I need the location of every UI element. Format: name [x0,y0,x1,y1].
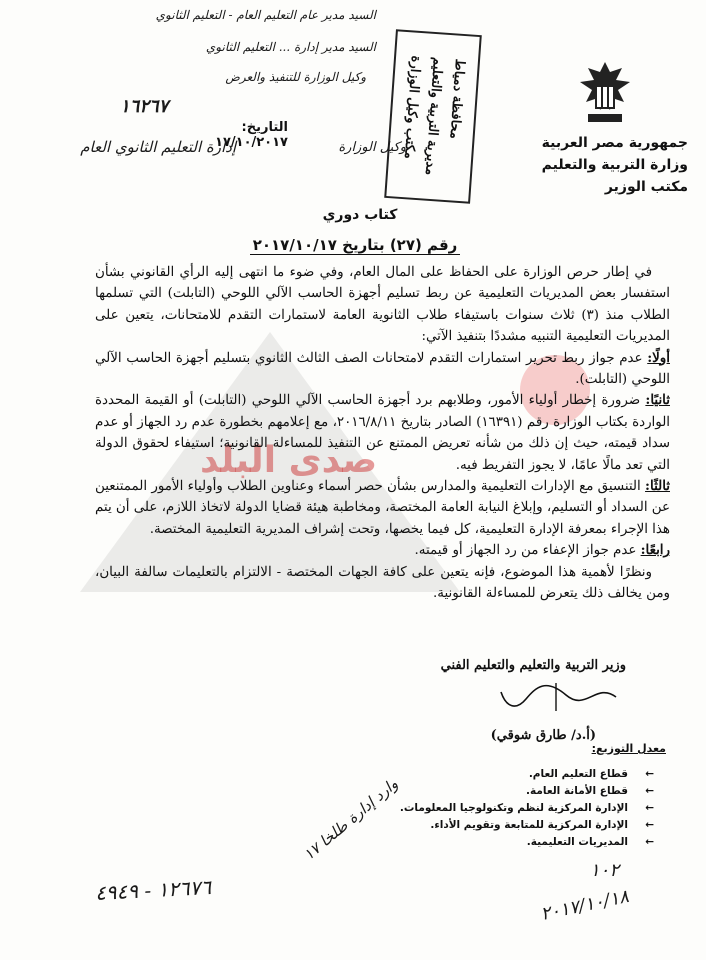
closing-paragraph: ونظرًا لأهمية هذا الموضوع، فإنه يتعين على كافة الجهات المختصة - الالتزام بالتعليمات سالفة البيان، ومن يخالف ذلك يتعرض للمساءلة القانونية. [95,564,670,602]
body-item: ثانيًا: ضرورة إخطار أولياء الأمور، وطلابهم برد أجهزة الحاسب الآلي اللوحي (التابلت) أو القيمة المحددة الواردة بكتاب الوزارة رقم (١٦٣٩١) الصادر بتاريخ ٢٠١٦/٨/١١، مع إعلامهم بخطورة عدم رد الجهاز أو عدم سداد قيمته، حيث إن ذلك من شأنه تعريض الممتنع عن التنفيذ للمساءلة القانونية؛ استيفاء لحقوق الدولة التي تعد مالًا عامًا، لا يجوز التفريط فيه. [95,392,670,473]
list-item: ← المديريات التعليمية. [336,834,666,851]
list-item: ← الإدارة المركزية للمتابعة وتقويم الأداء. [336,817,666,834]
signatory-name: (أ.د/ طارق شوقي) [490,728,596,743]
handwritten-ref-number: ١٦٢٦٧ [120,96,169,117]
handwritten-note: وكيل الوزارة للتنفيذ والعرض [225,70,366,84]
list-item: ← قطاع الأمانة العامة. [336,783,666,800]
stamp-line: مكتب وكيل الوزارة [400,55,424,160]
stamp-line: مديرية التربية والتعليم [421,56,446,177]
handwritten-number: ١٢٦٧٦ - ٤٩٤٩ [94,874,212,906]
watermark-text: صدى البلد [200,440,378,481]
ministry-line: مكتب الوزير [604,179,688,195]
handwritten-number: ١٠٢ [590,860,620,881]
date-label: التاريخ: ١٧/١٠/٢٠١٧ [215,120,288,150]
body-item: أولًا: عدم جواز ربط تحرير استمارات التقدم لامتحانات الصف الثالث الثانوي بتسليم أجهزة الحاسب الآلي اللوحي (التابلت). [95,349,670,388]
handwritten-note: وكيل الوزارة [338,140,406,155]
body-item: ثالثًا: التنسيق مع الإدارات التعليمية والمدارس بشأن حصر أسماء وعناوين الطلاب وأولياء الأمور الممتنعين عن السداد أو التسليم، وإبلاغ النيابة العامة المختصة، ومخاطبة هيئة قضايا الدولة لاتخاذ اللازم، على أن يتم هذا الإجراء بمعرفة الإدارة التعليمية، كل فيما يخصها، وتحت إشراف المديرية التعليمية المختصة. [95,478,670,537]
eagle-emblem-icon [574,58,636,130]
receipt-stamp [384,29,482,204]
signatory-title: وزير التربية والتعليم والتعليم الفني [440,658,626,673]
body-item: رابعًا: عدم جواز الإعفاء من رد الجهاز أو قيمته. [414,542,670,559]
handwritten-note: إدارة التعليم الثانوي العام [80,138,236,156]
distribution-title: معدل التوزيع: [591,742,666,755]
document-body [95,262,670,605]
document-title: كتاب دوري [322,207,398,223]
list-item: ← قطاع التعليم العام. [336,766,666,783]
handwritten-note: السيد مدير إدارة ... التعليم الثانوي [205,40,376,54]
stamp-line: محافظة دمياط [446,58,468,140]
handwritten-date: ٢٠١٧/١٠/١٨ [538,885,631,926]
document-subtitle: رقم (٢٧) بتاريخ ٢٠١٧/١٠/١٧ [250,236,460,255]
body-paragraph: في إطار حرص الوزارة على الحفاظ على المال العام، وفي ضوء ما انتهى إليه الرأي القانوني بشأن استفسار بعض المديريات التعليمية عن ربط تسليم أجهزة الحاسب الآلي اللوحي (التابلت) التي تسلمها الطلاب منذ (٣) ثلاث سنوات باستيفاء طلاب الثانوية العامة لاستمارات التقدم للامتحانات، يتعين على المديريات التعليمية التنبيه مشددًا بتنفيذ الآتي: [95,265,670,345]
signature-block [346,655,626,747]
handwritten-note: وارد إدارة طلخا ١٧ [300,774,402,864]
handwritten-note: السيد مدير عام التعليم العام - التعليم الثانوي [155,8,376,22]
ministry-header [468,132,688,198]
handwritten-signature-icon [496,677,626,717]
ministry-line: وزارة التربية والتعليم [541,157,688,173]
list-item: ← الإدارة المركزية لنظم وتكنولوجيا المعلومات. [336,800,666,817]
ministry-line: جمهورية مصر العربية [541,135,688,151]
